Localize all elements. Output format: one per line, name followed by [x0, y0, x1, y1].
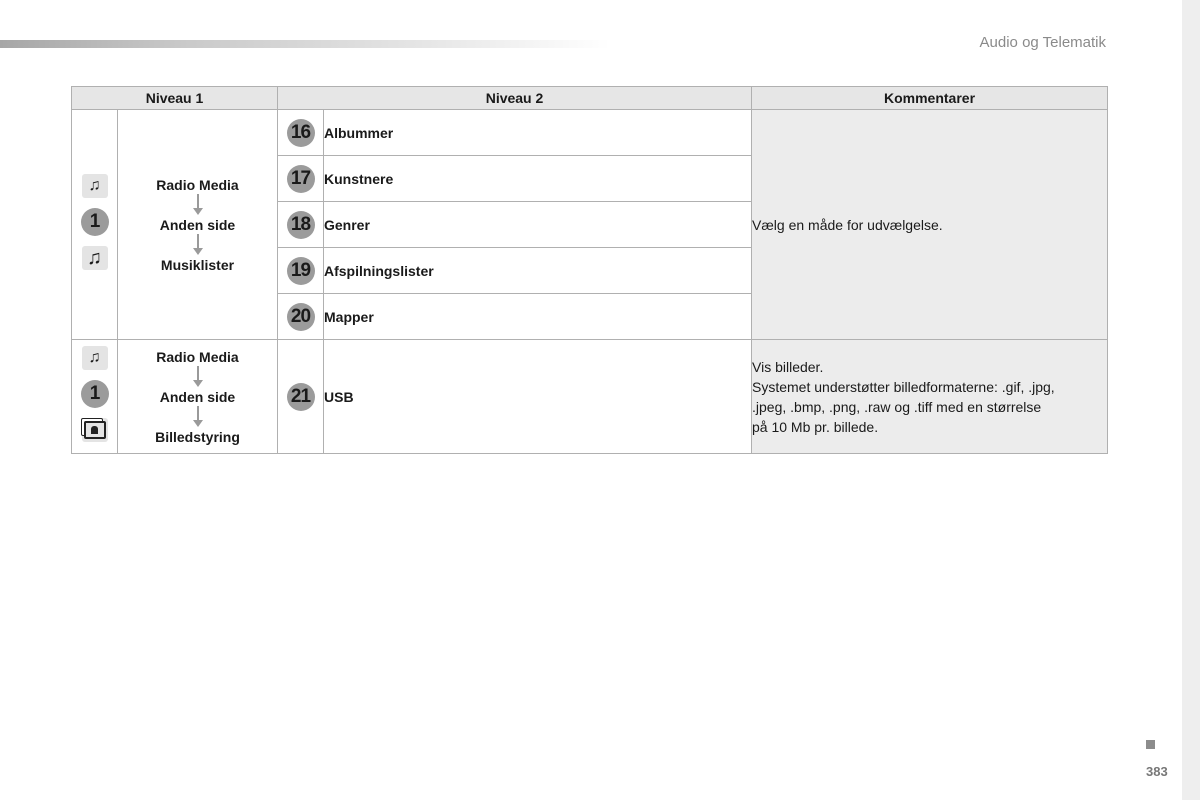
number-cell [278, 156, 324, 202]
niveau1-icons-cell [72, 110, 118, 340]
flow-item-musiklister: Musiklister [160, 256, 235, 273]
flow-item-billedstyring: Billedstyring [155, 428, 240, 445]
page-marker-square [1146, 740, 1155, 749]
option-label-mapper: Mapper [324, 294, 752, 340]
number-badge-20: 20 [287, 303, 315, 331]
option-label-kunstnere: Kunstnere [324, 156, 752, 202]
table-header-row [72, 87, 1108, 110]
option-label-usb: USB [324, 340, 752, 454]
picture-frame-icon [84, 421, 106, 439]
number-cell [278, 340, 324, 454]
number-cell [278, 248, 324, 294]
page-number: 383 [1146, 764, 1168, 779]
option-label-afspilningslister: Afspilningslister [324, 248, 752, 294]
section-title: Audio og Telematik [979, 34, 1106, 51]
number-cell [278, 294, 324, 340]
number-badge-17: 17 [287, 165, 315, 193]
number-cell [278, 202, 324, 248]
arrow-down-icon [118, 406, 277, 428]
playlist-music-icon: ♫ [82, 246, 108, 270]
comment-line: Vis billeder. [752, 358, 824, 375]
number-badge-21: 21 [287, 383, 315, 411]
niveau1-flow-cell [118, 110, 278, 340]
column-header-niveau-1: Niveau 1 [72, 87, 278, 110]
page-edge-strip [1182, 0, 1200, 800]
arrow-down-icon [118, 366, 277, 388]
flow-item-radio-media: Radio Media [156, 348, 239, 365]
arrow-down-icon [118, 234, 277, 256]
column-header-kommentarer: Kommentarer [752, 87, 1108, 110]
number-badge-19: 19 [287, 257, 315, 285]
number-badge-1: 1 [81, 208, 109, 236]
comment-line: .jpeg, .bmp, .png, .raw og .tiff med en størrelse [752, 398, 1042, 415]
music-note-icon: ♫ [82, 346, 108, 370]
flow-item-radio-media: Radio Media [156, 176, 239, 193]
number-cell [278, 110, 324, 156]
flow-item-anden-side: Anden side [159, 388, 236, 405]
comment-line: på 10 Mb pr. billede. [752, 418, 879, 435]
comment-cell-2 [752, 340, 1108, 454]
niveau1-icons-cell [72, 340, 118, 454]
comment-cell-1: Vælg en måde for udvælgelse. [752, 110, 1108, 340]
niveau1-flow-cell [118, 340, 278, 454]
option-label-genrer: Genrer [324, 202, 752, 248]
menu-table [71, 86, 1108, 454]
header-decorative-bar [0, 40, 610, 48]
music-note-icon: ♫ [82, 174, 108, 198]
number-badge-18: 18 [287, 211, 315, 239]
photo-viewer-icon [82, 418, 108, 442]
column-header-niveau-2: Niveau 2 [278, 87, 752, 110]
table-row [72, 340, 1108, 454]
number-badge-1: 1 [81, 380, 109, 408]
flow-item-anden-side: Anden side [159, 216, 236, 233]
arrow-down-icon [118, 194, 277, 216]
comment-line: Systemet understøtter billedformaterne: .gif, .jpg, [752, 378, 1055, 395]
table-row [72, 110, 1108, 156]
option-label-albummer: Albummer [324, 110, 752, 156]
number-badge-16: 16 [287, 119, 315, 147]
